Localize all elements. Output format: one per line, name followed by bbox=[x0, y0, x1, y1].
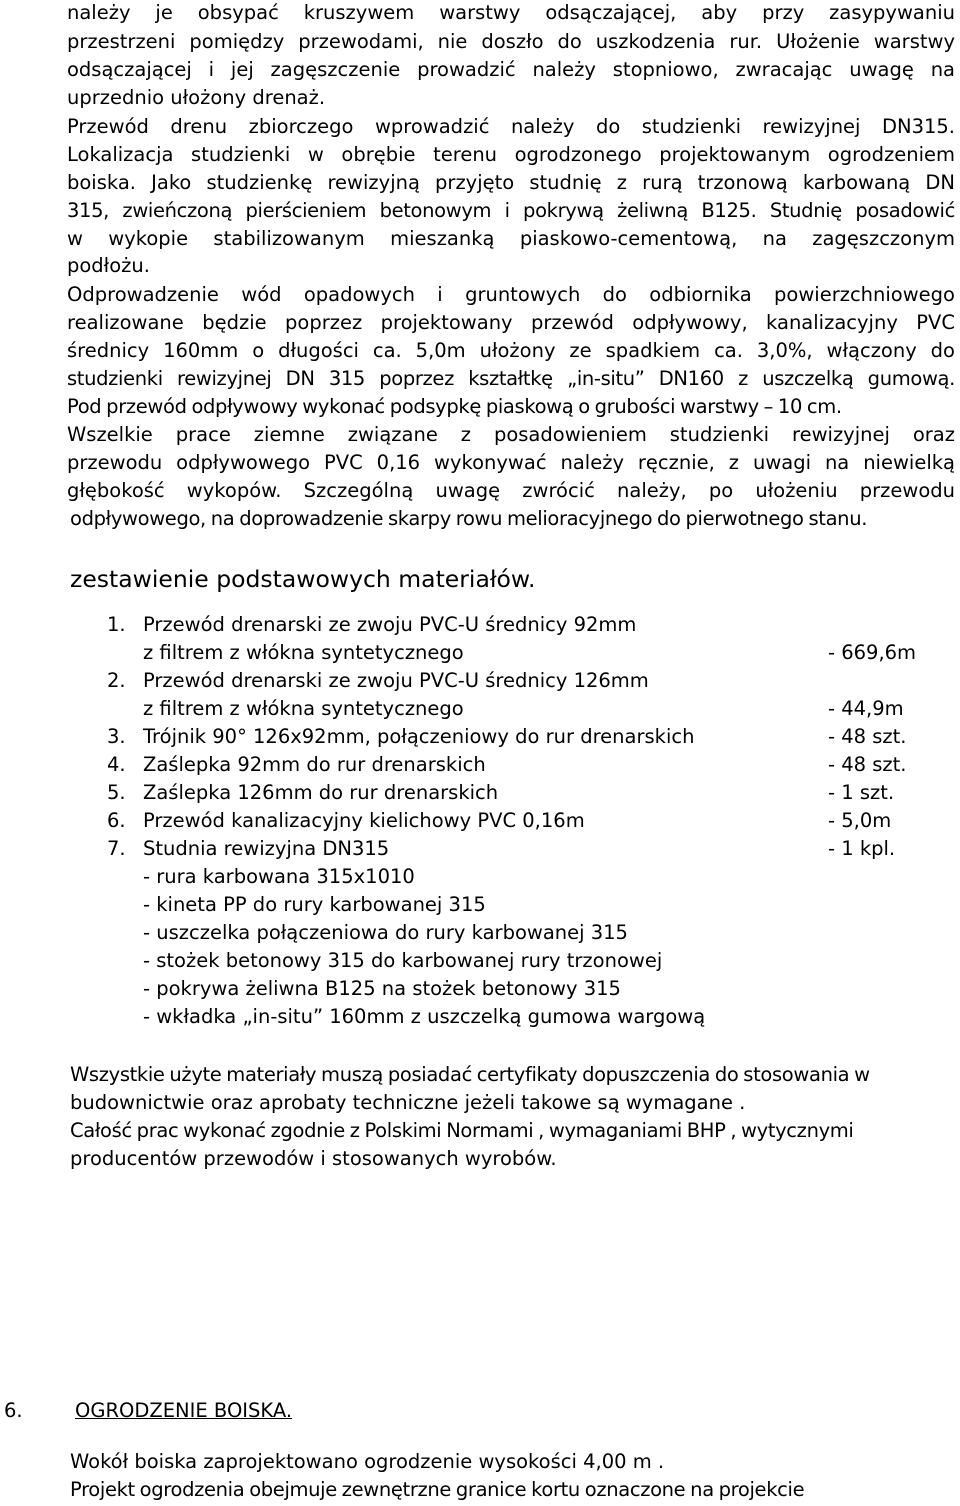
text-line: uprzednio ułożony drenaż. bbox=[67, 86, 326, 109]
text-line: Wszystkie użyte materiały muszą posiadać certyfikaty dopuszczenia do stosowania w bbox=[70, 1063, 870, 1086]
subitem: - kineta PP do rury karbowanej 315 bbox=[143, 893, 486, 916]
text-line: producentów przewodów i stosowanych wyrobów. bbox=[70, 1147, 557, 1170]
section-title: OGRODZENIE BOISKA. bbox=[75, 1399, 293, 1422]
item-number: 3. bbox=[107, 725, 126, 748]
text-line: należy je obsypać kruszywem warstwy odsączającej, aby przy zasypywaniu bbox=[67, 1, 955, 24]
item-number: 5. bbox=[107, 781, 126, 804]
item-text: Studnia rewizyjna DN315 bbox=[143, 837, 390, 860]
subitem: - rura karbowana 315x1010 bbox=[143, 865, 415, 888]
text-line: średnicy 160mm o długości ca. 5,0m ułożony ze spadkiem ca. 3,0%, włączony do bbox=[67, 339, 955, 362]
item-quantity: - 5,0m bbox=[828, 809, 892, 832]
text-line: odpływowego, na doprowadzenie skarpy rowu melioracyjnego do pierwotnego stanu. bbox=[70, 507, 868, 530]
text-line: w wykopie stabilizowanym mieszanką piaskowo-cementową, na zagęszczonym bbox=[67, 227, 955, 250]
text-line: Wszelkie prace ziemne związane z posadowieniem studzienki rewizyjnej oraz bbox=[67, 423, 955, 446]
item-text: Przewód kanalizacyjny kielichowy PVC 0,16m bbox=[143, 809, 585, 832]
section-number: 6. bbox=[4, 1399, 23, 1422]
item-quantity: - 669,6m bbox=[828, 641, 917, 664]
text-line: Wokół boiska zaprojektowano ogrodzenie wysokości 4,00 m . bbox=[70, 1450, 665, 1473]
subitem: - wkładka „in-situ” 160mm z uszczelką gumowa wargową bbox=[143, 1005, 706, 1028]
text-line: Projekt ogrodzenia obejmuje zewnętrzne granice kortu oznaczone na projekcie bbox=[70, 1478, 805, 1501]
item-number: 6. bbox=[107, 809, 126, 832]
item-quantity: - 1 szt. bbox=[828, 781, 895, 804]
item-quantity: - 48 szt. bbox=[828, 725, 907, 748]
text-line: 315, zwieńczoną pierścieniem betonowym i pokrywą żeliwną B125. Studnię posadowić bbox=[67, 199, 955, 222]
text-line: studzienki rewizyjnej DN 315 poprzez kształtkę „in-situ” DN160 z uszczelką gumową. bbox=[67, 367, 955, 390]
text-line: odsączającej i jej zagęszczenie prowadzić należy stopniowo, zwracając uwagę na bbox=[67, 58, 955, 81]
item-text: Przewód drenarski ze zwoju PVC-U średnicy 126mm bbox=[143, 669, 649, 692]
item-text-continued: z filtrem z włókna syntetycznego bbox=[143, 697, 464, 720]
text-line: Lokalizacja studzienki w obrębie terenu ogrodzonego projektowanym ogrodzeniem bbox=[67, 143, 955, 166]
subitem: - uszczelka połączeniowa do rury karbowanej 315 bbox=[143, 921, 628, 944]
text-line: Całość prac wykonać zgodnie z Polskimi Normami , wymaganiami BHP , wytycznymi bbox=[70, 1119, 854, 1142]
item-text: Zaślepka 92mm do rur drenarskich bbox=[143, 753, 486, 776]
item-text: Trójnik 90° 126x92mm, połączeniowy do rur drenarskich bbox=[143, 725, 695, 748]
item-number: 4. bbox=[107, 753, 126, 776]
materials-heading: zestawienie podstawowych materiałów. bbox=[70, 565, 536, 593]
subitem: - pokrywa żeliwna B125 na stożek betonowy 315 bbox=[143, 977, 621, 1000]
item-number: 2. bbox=[107, 669, 126, 692]
item-number: 1. bbox=[107, 613, 126, 636]
text-line: podłożu. bbox=[67, 254, 150, 277]
item-quantity: - 48 szt. bbox=[828, 753, 907, 776]
item-text: Zaślepka 126mm do rur drenarskich bbox=[143, 781, 499, 804]
text-line: przestrzeni pomiędzy przewodami, nie doszło do uszkodzenia rur. Ułożenie warstwy bbox=[67, 30, 955, 53]
item-number: 7. bbox=[107, 837, 126, 860]
text-line: Pod przewód odpływowy wykonać podsypkę piaskową o grubości warstwy – 10 cm. bbox=[67, 395, 842, 418]
text-line: głębokość wykopów. Szczególną uwagę zwrócić należy, po ułożeniu przewodu bbox=[67, 479, 955, 502]
text-line: przewodu odpływowego PVC 0,16 wykonywać należy ręcznie, z uwagi na niewielką bbox=[67, 451, 955, 474]
text-line: boiska. Jako studzienkę rewizyjną przyjęto studnię z rurą trzonową karbowaną DN bbox=[67, 171, 955, 194]
item-text-continued: z filtrem z włókna syntetycznego bbox=[143, 641, 464, 664]
item-quantity: - 1 kpl. bbox=[828, 837, 896, 860]
text-line: budownictwie oraz aprobaty techniczne jeżeli takowe są wymagane . bbox=[70, 1091, 746, 1114]
text-line: Odprowadzenie wód opadowych i gruntowych do odbiornika powierzchniowego bbox=[67, 283, 955, 306]
text-line: realizowane będzie poprzez projektowany przewód odpływowy, kanalizacyjny PVC bbox=[67, 311, 955, 334]
item-quantity: - 44,9m bbox=[828, 697, 904, 720]
subitem: - stożek betonowy 315 do karbowanej rury trzonowej bbox=[143, 949, 663, 972]
text-line: Przewód drenu zbiorczego wprowadzić należy do studzienki rewizyjnej DN315. bbox=[67, 115, 955, 138]
item-text: Przewód drenarski ze zwoju PVC-U średnicy 92mm bbox=[143, 613, 637, 636]
